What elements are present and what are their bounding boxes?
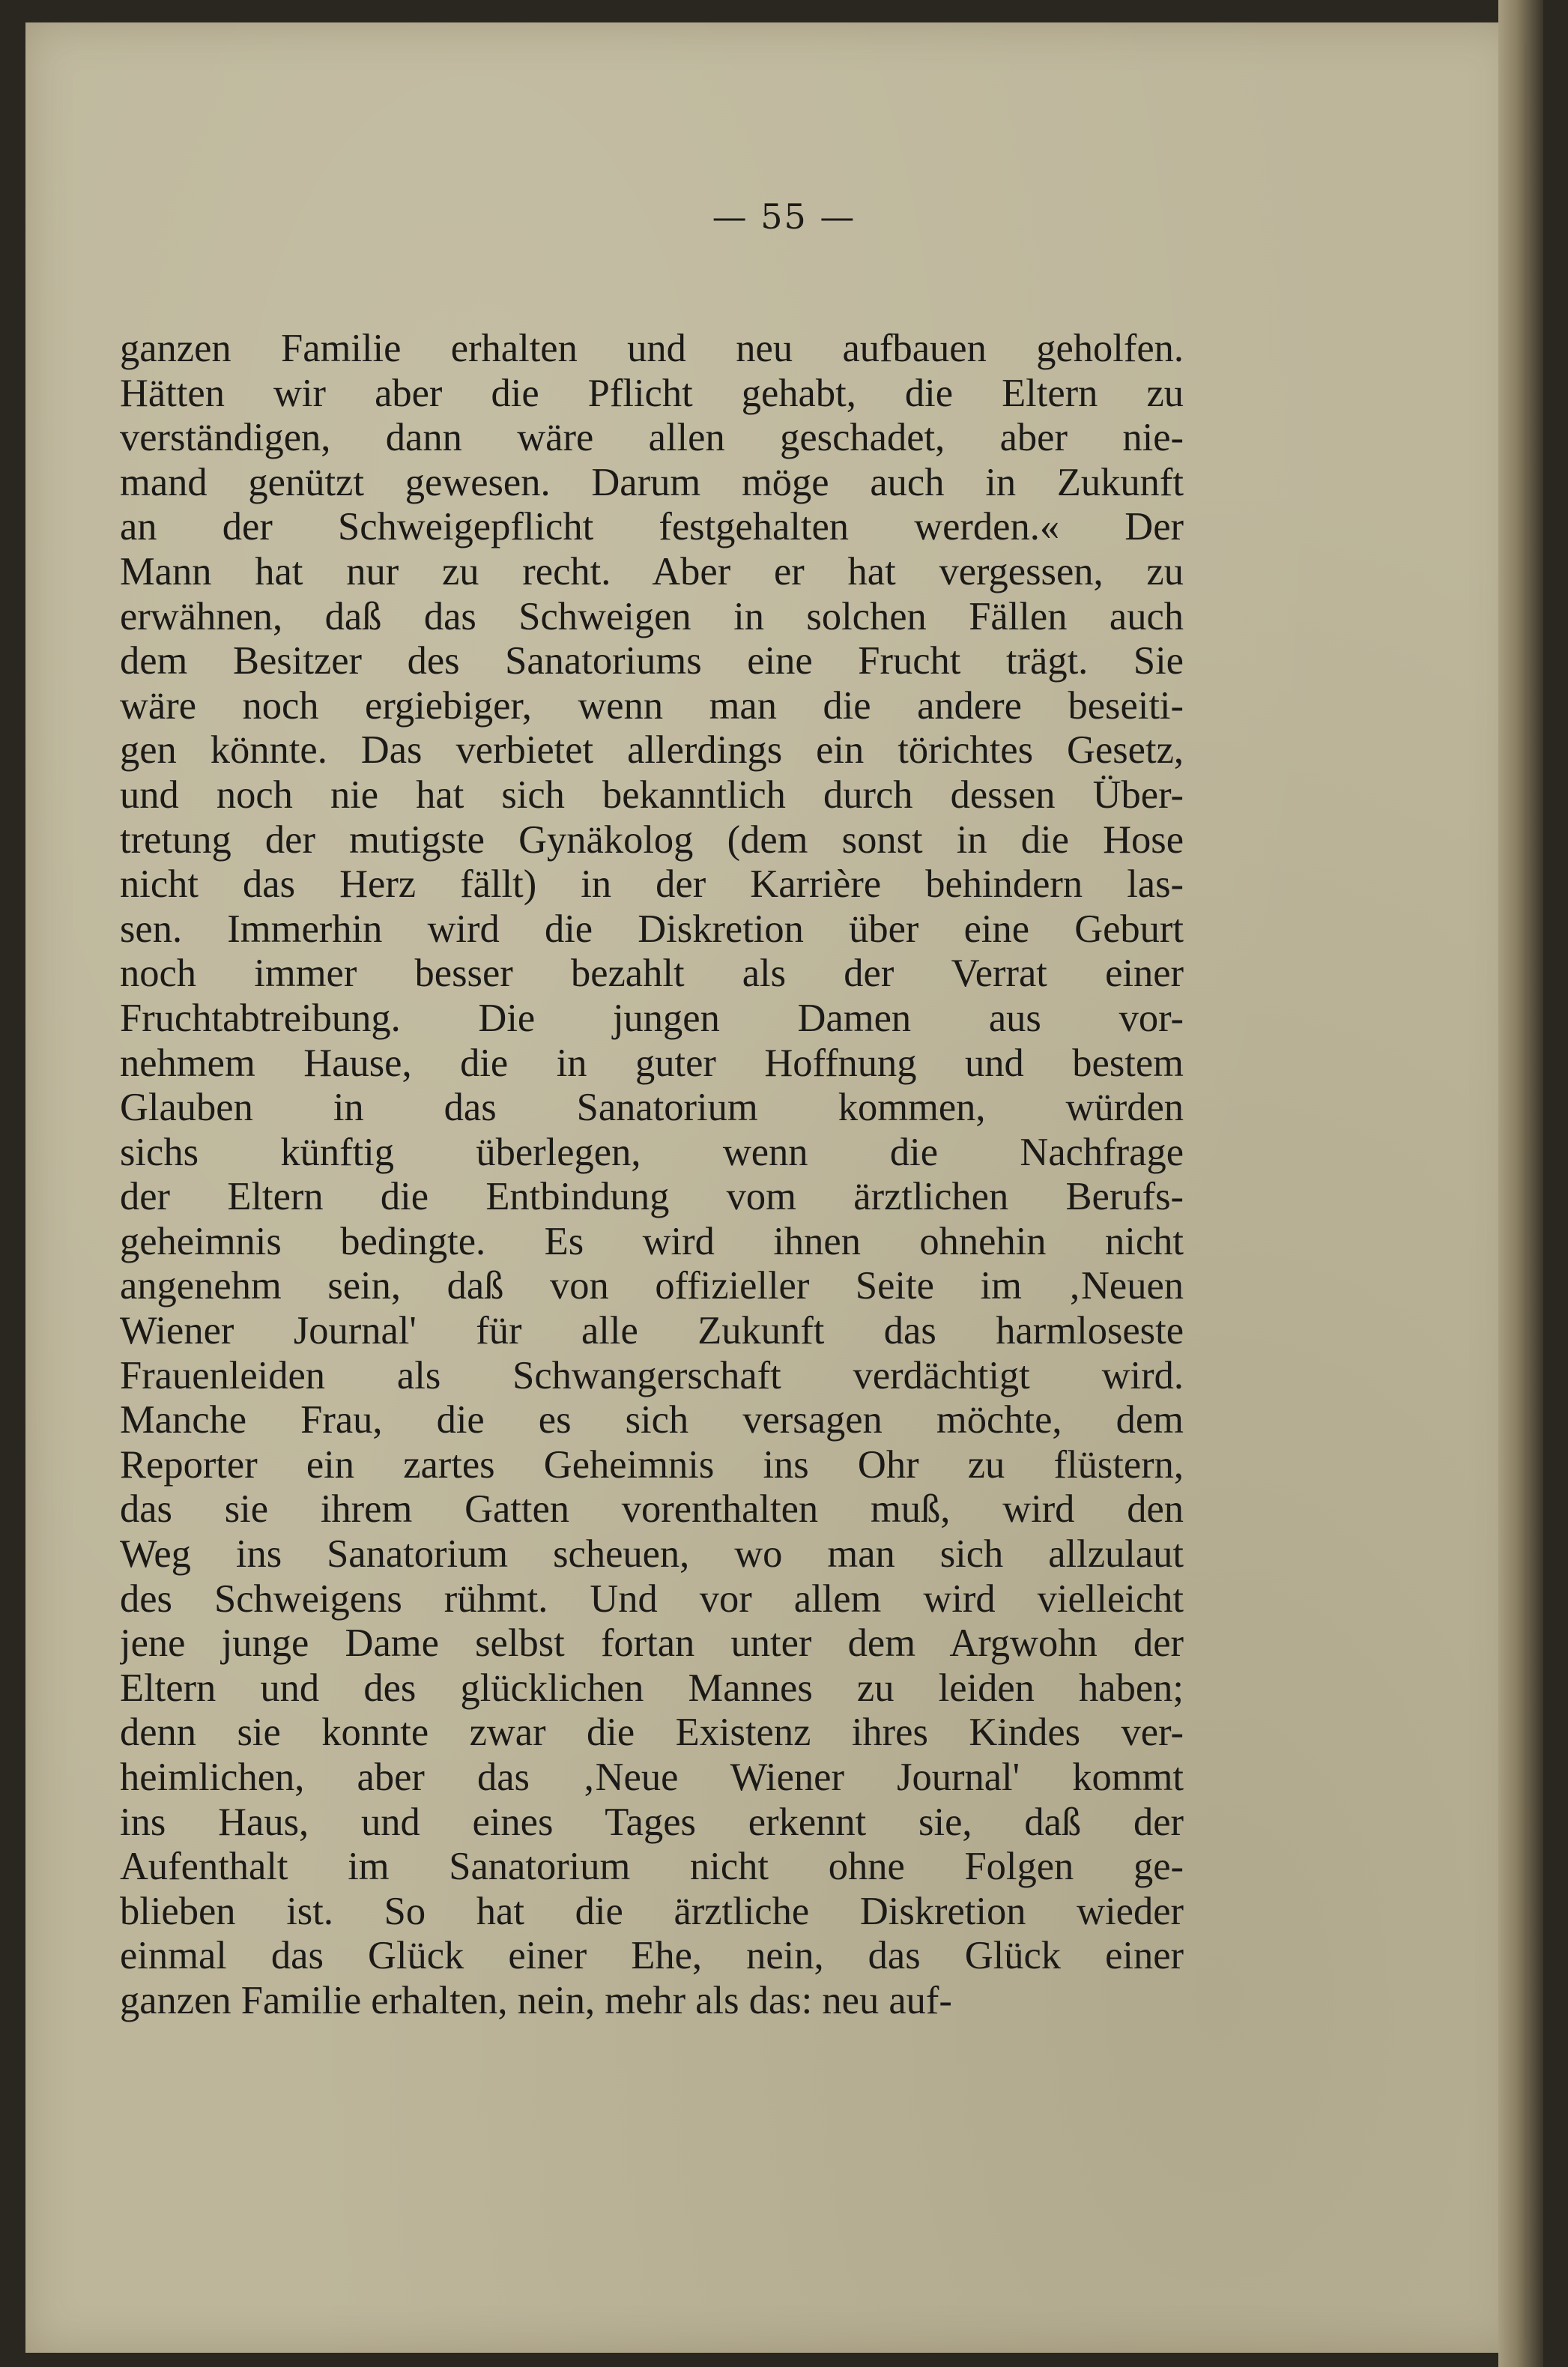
text-line: Manche Frau, die es sich versagen möchte, dem (120, 1398, 1184, 1442)
text-line: Eltern und des glücklichen Mannes zu leiden haben; (120, 1666, 1184, 1710)
text-line: ganzen Familie erhalten und neu aufbauen geholfen. (120, 327, 1184, 370)
page-fold-line (1525, 45, 1528, 2338)
text-line: ins Haus, und eines Tages erkennt sie, daß der (120, 1800, 1184, 1844)
text-line: Wiener Journal' für alle Zukunft das harmloseste (120, 1309, 1184, 1353)
page-number: — 55 — (712, 196, 856, 237)
text-line: Frauenleiden als Schwangerschaft verdächtigt wird. (120, 1353, 1184, 1397)
text-line: noch immer besser bezahlt als der Verrat einer (120, 952, 1184, 996)
text-line: wäre noch ergiebiger, wenn man die andere beseiti- (120, 683, 1184, 728)
text-line: Reporter ein zartes Geheimnis ins Ohr zu flüstern, (120, 1442, 1184, 1487)
text-line: das sie ihrem Gatten vorenthalten muß, wird den (120, 1487, 1184, 1532)
text-line: Glauben in das Sanatorium kommen, würden (120, 1086, 1184, 1130)
text-line: Aufenthalt im Sanatorium nicht ohne Folgen ge- (120, 1845, 1184, 1889)
text-line: jene junge Dame selbst fortan unter dem Argwohn der (120, 1621, 1184, 1666)
text-line: Mann hat nur zu recht. Aber er hat vergessen, zu (120, 549, 1184, 593)
text-line: heimlichen, aber das ‚Neue Wiener Journal' kommt (120, 1756, 1184, 1799)
text-line: denn sie konnte zwar die Existenz ihres Kindes ver- (120, 1711, 1184, 1755)
text-line: der Eltern die Entbindung vom ärztlichen Berufs- (120, 1175, 1184, 1219)
text-line: Fruchtabtreibung. Die jungen Damen aus vor- (120, 996, 1184, 1040)
text-line: des Schweigens rühmt. Und vor allem wird vielleicht (120, 1577, 1184, 1621)
text-line: gen könnte. Das verbietet allerdings ein törichtes Gesetz, (120, 728, 1184, 773)
text-line: Weg ins Sanatorium scheuen, wo man sich allzulaut (120, 1532, 1184, 1577)
text-line: blieben ist. So hat die ärztliche Diskretion wieder (120, 1889, 1184, 1933)
text-line: und noch nie hat sich bekanntlich durch dessen Über- (120, 773, 1184, 817)
text-line: einmal das Glück einer Ehe, nein, das Glück einer (120, 1934, 1184, 1978)
text-line: nehmem Hause, die in guter Hoffnung und bestem (120, 1041, 1184, 1085)
text-line: sichs künftig überlegen, wenn die Nachfrage (120, 1130, 1184, 1174)
text-line: Hätten wir aber die Pflicht gehabt, die Eltern zu (120, 371, 1184, 415)
page-edge (1498, 0, 1543, 2367)
text-line: mand genützt gewesen. Darum möge auch in Zukunft (120, 460, 1184, 504)
text-line: verständigen, dann wäre allen geschadet, aber nie- (120, 416, 1184, 460)
text-line: an der Schweigepflicht festgehalten werden.« Der (120, 505, 1184, 549)
text-line: erwähnen, daß das Schweigen in solchen Fällen auch (120, 594, 1184, 638)
text-line: geheimnis bedingte. Es wird ihnen ohnehin nicht (120, 1219, 1184, 1263)
text-line: sen. Immerhin wird die Diskretion über eine Geburt (120, 907, 1184, 951)
body-text (120, 327, 1184, 2024)
text-line: ganzen Familie erhalten, nein, mehr als das: neu auf- (120, 1978, 952, 2022)
text-line: dem Besitzer des Sanatoriums eine Frucht trägt. Sie (120, 639, 1184, 683)
text-line: tretung der mutigste Gynäkolog (dem sonst in die Hose (120, 817, 1184, 862)
text-line: nicht das Herz fällt) in der Karrière behindern las- (120, 862, 1184, 907)
text-line: angenehm sein, daß von offizieller Seite im ‚Neuen (120, 1264, 1184, 1308)
